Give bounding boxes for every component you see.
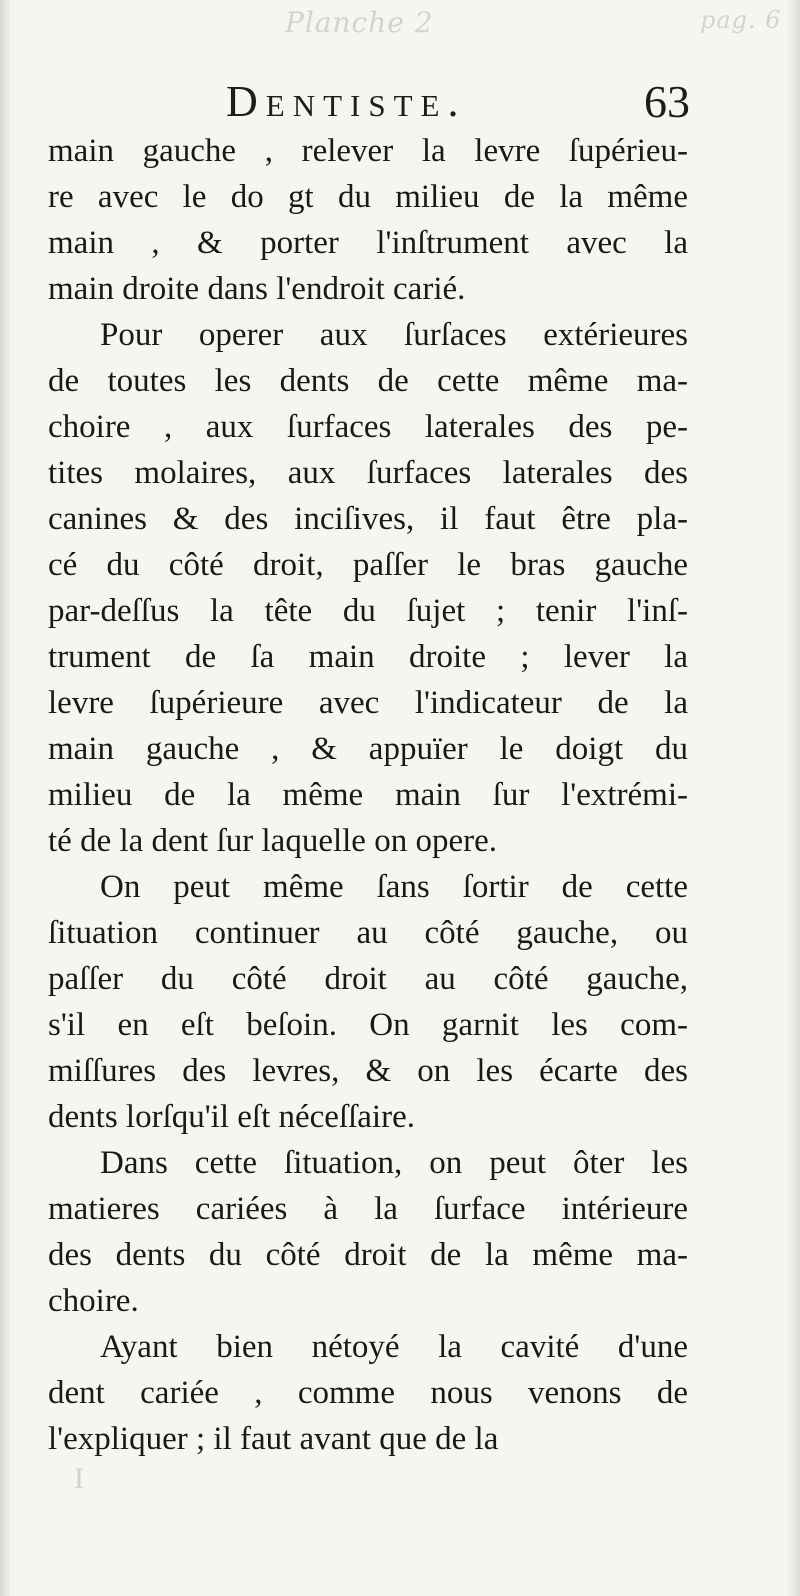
paragraph <box>48 864 688 1140</box>
text-line: tites molaires, aux ſurfaces laterales des <box>48 455 688 491</box>
text-line: dent cariée , comme nous venons de <box>48 1375 688 1411</box>
text-line: re avec le do gt du milieu de la même <box>48 179 688 215</box>
text-line: milieu de la même main ſur l'extrémi- <box>48 777 688 813</box>
text-line: l'expliquer ; il faut avant que de la <box>48 1421 499 1457</box>
text-line: choire , aux ſurfaces laterales des pe- <box>48 409 688 445</box>
signature-mark: I <box>74 1462 84 1495</box>
marginal-note-page-ref: pag. 6 <box>700 6 782 34</box>
text-line: main gauche , & appuïer le doigt du <box>48 731 688 767</box>
text-line: de toutes les dents de cette même ma- <box>48 363 688 399</box>
page-edge-left <box>0 0 10 1596</box>
text-line: choire. <box>48 1283 139 1319</box>
paragraph <box>48 312 688 864</box>
text-line: Pour operer aux ſurſaces extérieures <box>100 317 688 353</box>
running-title: Dentiste. <box>226 77 467 126</box>
text-line: miſſures des levres, & on les écarte des <box>48 1053 688 1089</box>
text-line: dents lorſqu'il eſt néceſſaire. <box>48 1099 415 1135</box>
text-line: des dents du côté droit de la même ma- <box>48 1237 688 1273</box>
marginal-note-top: Planche 2 <box>285 6 434 39</box>
text-line: main droite dans l'endroit carié. <box>48 271 466 307</box>
text-line: ſituation continuer au côté gauche, ou <box>48 915 688 951</box>
text-line: On peut même ſans ſortir de cette <box>100 869 688 905</box>
text-line: main , & porter l'inſtrument avec la <box>48 225 688 261</box>
text-line: matieres cariées à la ſurface intérieure <box>48 1191 688 1227</box>
paragraph <box>48 128 688 312</box>
text-line: té de la dent ſur laquelle on opere. <box>48 823 497 859</box>
text-line: canines & des inciſives, il faut être pla- <box>48 501 688 537</box>
paragraph <box>48 1140 688 1324</box>
text-line: Ayant bien nétoyé la cavité d'une <box>100 1329 688 1365</box>
text-line: main gauche , relever la levre ſupérieu- <box>48 133 688 169</box>
text-line: cé du côté droit, paſſer le bras gauche <box>48 547 688 583</box>
page-header <box>48 72 688 132</box>
body-text <box>48 128 688 1462</box>
paragraph <box>48 1324 688 1462</box>
text-line: paſſer du côté droit au côté gauche, <box>48 961 688 997</box>
text-line: trument de ſa main droite ; lever la <box>48 639 688 675</box>
text-line: s'il en eſt beſoin. On garnit les com- <box>48 1007 688 1043</box>
page-number: 63 <box>644 76 690 127</box>
text-line: par-deſſus la tête du ſujet ; tenir l'inſ- <box>48 593 688 629</box>
text-line: Dans cette ſituation, on peut ôter les <box>100 1145 688 1181</box>
page-edge-right <box>786 0 800 1596</box>
text-line: levre ſupérieure avec l'indicateur de la <box>48 685 688 721</box>
